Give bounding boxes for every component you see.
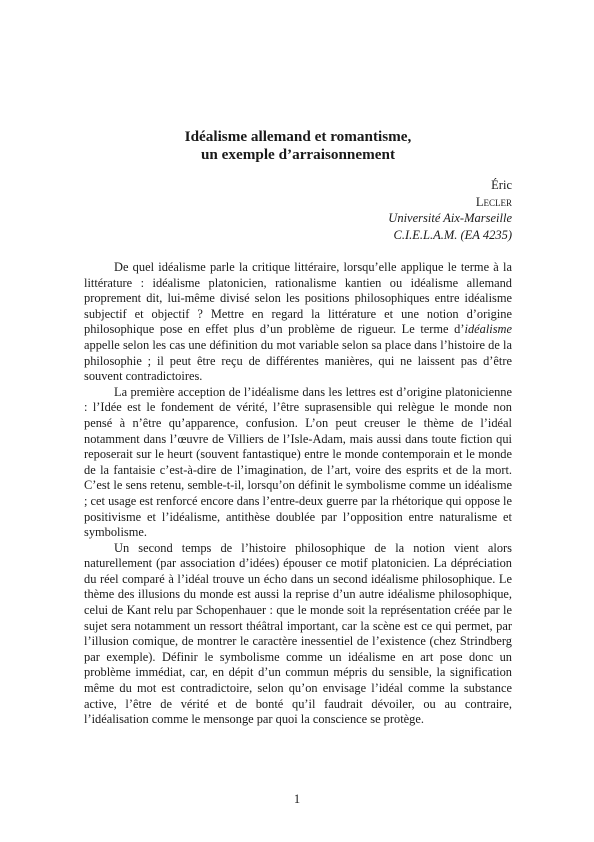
paragraph-1-part-a: De quel idéalisme parle la critique littéraire, lorsqu’elle applique le terme à la littérature : idéalisme platonicien, rationalisme kantien ou idéalisme allemand proprement dit, lui-même divisé selon les positions philosophiques entre idéalisme subjectif et objectif ? Mettre en regard la littérature et une notion d’origine philosophique pose en effet plus d’un problème de rigueur. Le terme d’: [84, 260, 512, 337]
document-page: [84, 128, 512, 728]
author-affiliation: Université Aix-Marseille: [388, 211, 512, 225]
paragraph-1-part-b: appelle selon les cas une définition du mot variable selon sa place dans l’histoire de la philosophie ; il peut être reçu de différentes manières, qui ne laissent pas d’être souvent contradictoires.: [84, 337, 512, 384]
paragraph-2: La première acception de l’idéalisme dans les lettres est d’origine platonicienne : l’Idée est le fondement de vérité, l’être suprasensible qui relègue le monde non pensé à n’être qu’apparence, confusion. L’on peut creuser le thème de l’idéal notamment dans l’œuvre de Villiers de l’Isle-Adam, mais aussi dans toute fiction qui reposerait sur le heurt (souvent fantastique) entre le monde contemporain et le monde de la fantaisie c’est-à-dire de l’imagination, de l’art, voire des esprits et de la mort. C’est le sens retenu, semble-t-il, lorsqu’on définit le symbolisme comme un idéalisme ; cet usage est renforcé encore dans l’entre-deux guerre par la rhétorique qui oppose le positivisme et l’idéalisme, antithèse doublée par l’opposition entre naturalisme et symbolisme.: [84, 384, 512, 540]
paragraph-1-emphasis: idéalisme: [464, 322, 512, 337]
author-last-name: Lecler: [475, 194, 512, 209]
title-line-1: Idéalisme allemand et romantisme,: [184, 128, 412, 145]
paragraph-3: Un second temps de l’histoire philosophique de la notion vient alors naturellement (par association d’idées) épouser ce motif platonicien. La dépréciation du réel comparé à l’idéal trouve un écho dans un second idéalisme philosophique. Le thème des illusions du monde est aussi la reprise d’un autre idéalisme philosophique, celui de Kant relu par Schopenhauer : que le monde soit la représentation créée par le sujet sera notamment un ressort théâtral important, car la scène est ce qui permet, par l’illusion comique, de montrer le caractère inessentiel de l’existence (chez Strindberg par exemple). Définir le symbolisme comme un idéalisme en art pose donc un problème immédiat, car, en dépit d’un commun mépris du sensible, la signification même du mot est contradictoire, selon qu’on envisage l’idéal comme la substance active, l’être de vérité et de bonté qu’il faudrait dévoiler, ou au contraire, l’idéalisation comme le mensonge par quoi la conscience se protège.: [84, 540, 512, 727]
article-title: [84, 128, 512, 164]
author-first-name: Éric: [491, 178, 512, 192]
author-block: [84, 177, 512, 243]
author-name: [84, 177, 512, 210]
paragraph-1: [84, 260, 512, 385]
title-line-2: un exemple d’arraisonnement: [200, 146, 396, 163]
author-lab: C.I.E.L.A.M. (EA 4235): [393, 227, 512, 242]
article-body: [84, 260, 512, 728]
page-number: 1: [293, 792, 301, 806]
